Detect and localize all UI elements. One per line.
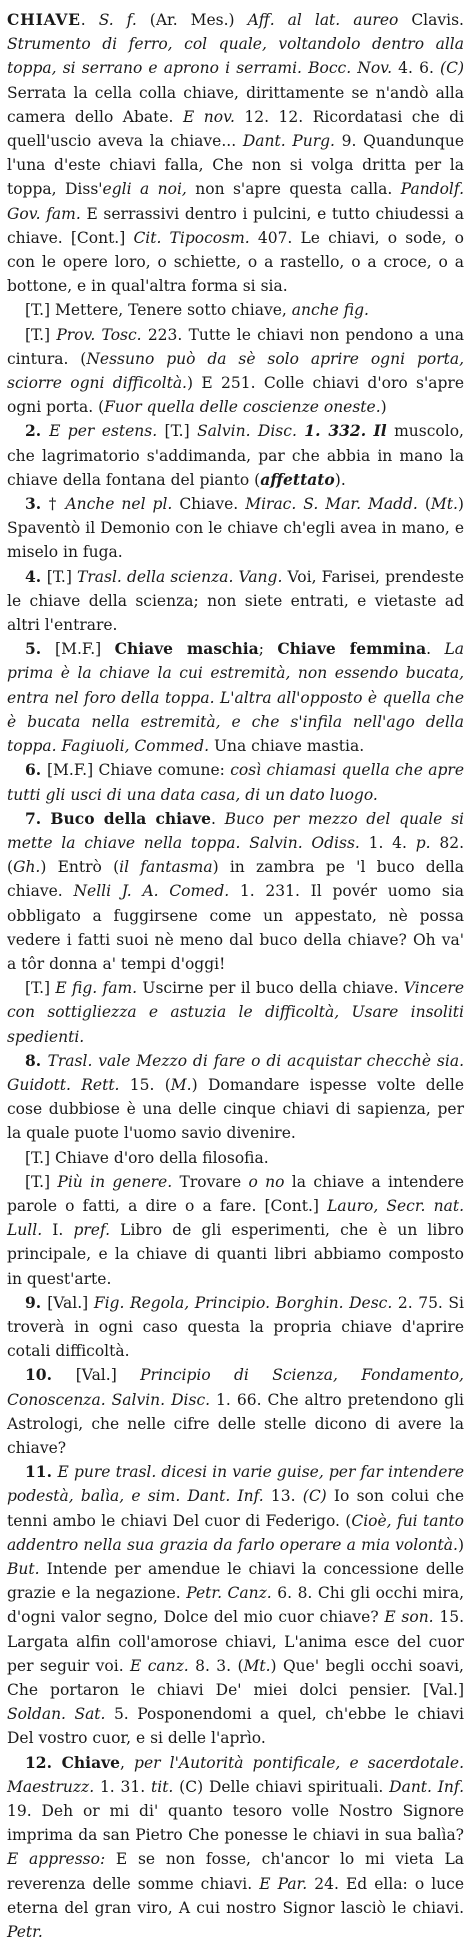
entry-text: Vang. xyxy=(238,567,283,586)
entry-text: (C) Delle chiavi spirituali. xyxy=(173,1777,390,1796)
entry-text: Fagiuoli, Commed. xyxy=(61,737,210,756)
entry-text: Mt. xyxy=(243,1656,271,1675)
entry-text: ; xyxy=(258,640,278,659)
entry-text: But. xyxy=(7,1560,40,1578)
entry-paragraph-p0 xyxy=(7,8,464,298)
entry-paragraph-p15 xyxy=(7,1460,464,1750)
sense-number: 3. xyxy=(25,494,49,514)
entry-text: ) Domandare ispesse volte delle cose dubbiose è una delle cinque chiavi di sapienza, per la quale puote l'uomo savio divenire. xyxy=(7,1075,464,1143)
entry-text: (C) xyxy=(440,59,465,78)
entry-text: 1. 231. Il povér uomo sia obbligato a fuggirsene come un appestato, nè possa vedere i fatti suoi nè meno dal buco della chiave? Oh va' a tôr donna a' tempi d'oggi! xyxy=(7,882,464,973)
entry-paragraph-p10 xyxy=(7,1049,464,1146)
entry-text: ) Que' begli occhi soavi, Che portaron le chiavi De' miei dolci pensier. [Val.] xyxy=(7,1656,464,1700)
entry-text: E pure trasl. dicesi in varie guise, per far intendere podestà, balìa, e sim. xyxy=(7,1463,464,1506)
entry-text: [T.] xyxy=(46,567,77,586)
entry-text: Fuor quella delle coscienze oneste. xyxy=(104,398,381,417)
entry-text: S. f. xyxy=(98,11,137,29)
entry-paragraph-p6 xyxy=(7,637,464,758)
entry-paragraph-p14 xyxy=(7,1363,464,1460)
entry-text: Gh. xyxy=(13,858,41,877)
sense-number: 9. xyxy=(25,1292,48,1312)
entry-text: M. xyxy=(170,1075,192,1094)
entry-text: aureo xyxy=(353,11,399,29)
entry-text: Dant. Purg. xyxy=(242,132,335,151)
entry-text: (Ar. Mes.) xyxy=(136,11,248,29)
entry-text: affettato xyxy=(260,469,335,489)
entry-text: E nov. xyxy=(182,107,235,126)
entry-text: E serrassivi dentro i pulcini, e tutto chiudessi a chiave. [Cont.] xyxy=(7,204,465,247)
headword: CHIAVE xyxy=(7,10,81,29)
entry-text: Io son colui che tenni ambo le chiavi Del cuor di Federigo. ( xyxy=(7,1487,465,1530)
entry-text: muscolo, che lagrimatorio s'addimanda, par che abbia in mano la chiave della fontana del pianto ( xyxy=(7,422,464,489)
entry-text: Trovare xyxy=(172,1172,249,1191)
entry-text: Mirac. S. Mar. Madd. xyxy=(245,495,418,514)
entry-text: Cioè, fui tanto addentro nella sua grazia da farlo operare a mia volontà. xyxy=(7,1511,464,1554)
entry-paragraph-p16 xyxy=(7,1751,464,1944)
entry-text: Libro de gli esperimenti, che è un libro principale, e la chiave di quanti libri abbiamo composto in quest'arte. xyxy=(7,1221,465,1288)
entry-text: 9. Quandunque l'una d'este chiavi falla, Che non si volga dritta per la toppa, Diss' xyxy=(7,132,464,199)
entry-text: 15. ( xyxy=(119,1075,171,1094)
entry-text: E son. xyxy=(384,1608,434,1627)
sense-number: 6. xyxy=(25,760,47,780)
entry-text: [M.F.] Chiave comune: xyxy=(47,761,231,780)
entry-text: 5. Posponendomi a quel, ch'ebbe le chiavi Del vostro cuor, e si delle l'aprìo. xyxy=(7,1705,464,1748)
entry-text: 6. 8. Chi gli occhi mira, d'ogni valor segno, Dolce del mio cuor chiave? xyxy=(7,1584,464,1627)
entry-text: Vincere con sottigliezza e astuzia le difficoltà, Usare insoliti spedienti. xyxy=(7,979,465,1046)
entry-text: [T.] xyxy=(157,422,198,441)
entry-text: Dant. Inf. xyxy=(187,1487,264,1506)
entry-text: 12. 12. Ricordatasi che di quell'uscio aveva la chiave... xyxy=(7,107,464,151)
entry-text: Pandolf. Gov. fam. xyxy=(7,180,464,223)
entry-text: ( xyxy=(417,495,431,514)
entry-text: ) xyxy=(380,398,387,417)
entry-paragraph-p13 xyxy=(7,1291,464,1364)
entry-text: egli a noi, xyxy=(102,180,187,199)
entry-text xyxy=(366,422,373,440)
entry-text: Serrata la cella colla chiave, dirittamente se n'andò alla camera dello Abate. xyxy=(7,83,464,126)
entry-text: Chiave femmina xyxy=(277,639,427,659)
entry-text: Anche nel pl. xyxy=(65,495,173,514)
entry-text: Principio di Scienza, Fondamento, Conoscenza. xyxy=(7,1366,464,1409)
entry-text: 1. 332. xyxy=(304,421,367,441)
entry-text: 223. Tutte le chiavi non pendono a una cintura. ( xyxy=(7,325,464,368)
entry-paragraph-p8 xyxy=(7,807,464,976)
entry-text: Maestruzz. xyxy=(7,1777,95,1796)
entry-text: La prima è la chiave la cui estremità, non essendo bucata, entra nel foro della toppa. L'altra all'opposto è quella che è bucata nella estremità, e che s'infila nell'ago della toppa. xyxy=(7,640,464,756)
entry-text: Trasl. vale Mezzo di fare o di acquistar checchè sia. xyxy=(47,1051,465,1070)
entry-text: Salvin. Disc. xyxy=(197,422,297,441)
entry-text: Uscirne per il buco della chiave. xyxy=(137,979,404,998)
entry-text: Buco della chiave xyxy=(50,808,211,828)
entry-text: 4. 6. xyxy=(392,59,441,78)
entry-text: Trasl. della scienza. xyxy=(77,567,234,586)
entry-text: ). xyxy=(334,470,346,489)
entry-text: Soldan. Sat. xyxy=(7,1705,106,1724)
entry-text xyxy=(340,11,353,29)
entry-text: Salvin. Odiss. xyxy=(249,833,360,852)
entry-text: 19. Deh or mi di' quanto tesoro volle Nostro Signore imprima da san Pietro Che ponesse le chiavi in sua balìa? xyxy=(7,1802,464,1845)
entry-text: p. xyxy=(415,833,431,852)
sense-number: 10. xyxy=(25,1365,76,1385)
entry-paragraph-p2 xyxy=(7,323,464,420)
entry-text: Borghin. Desc. xyxy=(275,1293,393,1312)
entry-text: ) Entrò ( xyxy=(40,858,120,877)
entry-text: 1. 66. Che altro pretendono gli Astrologi, che nelle cifre delle stelle dicono di avere la chiave? xyxy=(7,1390,464,1457)
entry-text: . xyxy=(210,809,225,828)
entry-text: il fantasma xyxy=(119,858,213,877)
entry-paragraph-p11 xyxy=(7,1146,464,1170)
entry-paragraph-p5 xyxy=(7,565,464,638)
entry-text: [Val.] xyxy=(47,1293,94,1312)
entry-text: I. xyxy=(42,1221,74,1240)
sense-number: 4. xyxy=(25,566,47,586)
entry-text: Una chiave mastia. xyxy=(209,737,365,756)
entry-text xyxy=(240,834,249,852)
entry-text: 15. Largata alfin coll'amorose chiavi, L'anima esce del cuor per seguir voi. xyxy=(7,1608,464,1675)
entry-text: Voi, Farisei, prendeste le chiave della scienza; non siete entrati, e vietaste ad altri l'entrare. xyxy=(7,567,465,635)
entry-text: Chiave xyxy=(61,1752,120,1772)
entry-text: Buco per mezzo del quale si mette la chiave nella toppa. xyxy=(7,809,465,852)
entry-text: Clavis. xyxy=(398,11,464,29)
entry-text: . xyxy=(80,11,99,29)
entry-text: Più in genere. xyxy=(57,1172,173,1191)
entry-text: Strumento di ferro, col quale, voltandolo dentro alla toppa, si serrano e aprono i serrami. xyxy=(7,35,464,78)
entry-text: ) xyxy=(457,1535,464,1554)
entry-text: [T.] xyxy=(25,979,56,998)
dictionary-entry-chiave xyxy=(7,8,464,1944)
entry-text: [M.F.] xyxy=(55,640,115,659)
sense-number: 5. xyxy=(25,639,56,659)
entry-text: , xyxy=(119,1753,135,1772)
entry-text: [T.] Mettere, Tenere sotto chiave, xyxy=(25,301,292,320)
entry-text: [T.] xyxy=(25,325,57,344)
entry-text: Nelli J. A. Comed. xyxy=(73,882,230,901)
entry-paragraph-p3 xyxy=(7,419,464,492)
entry-text: Mt. xyxy=(430,495,458,514)
entry-text: E fig. fam. xyxy=(55,979,138,998)
entry-text: così chiamasi quella che apre tutti gli usci di una data casa, di un dato luogo. xyxy=(7,761,465,804)
entry-text: E canz. xyxy=(130,1656,189,1675)
entry-text: . xyxy=(426,640,445,659)
entry-text: E per estens. xyxy=(49,422,158,441)
entry-text: la chiave a intendere parole o fatti, a dire o a fare. [Cont.] xyxy=(7,1172,465,1215)
entry-text: Chiave maschia xyxy=(114,639,259,659)
entry-text: Il xyxy=(373,421,387,441)
sense-number: 8. xyxy=(25,1050,48,1070)
entry-text: non s'apre questa calla. xyxy=(186,180,401,199)
entry-text: o no xyxy=(248,1172,285,1191)
entry-text: Cit. Tipocosm. xyxy=(133,228,250,247)
sense-number: 12. xyxy=(25,1752,62,1772)
entry-text: Dant. Inf. xyxy=(389,1777,464,1796)
entry-text: 1. 31. xyxy=(94,1777,152,1796)
entry-text: (C) xyxy=(302,1487,327,1506)
entry-text: Prov. Tosc. xyxy=(56,325,142,344)
entry-text: 24. Ed ella: o luce eterna del gran viro, A cui nostro Signor lasciò le chiavi. xyxy=(7,1874,465,1917)
entry-text: Bocc. Nov. xyxy=(308,59,393,78)
entry-text: Chiave. xyxy=(172,495,246,514)
entry-text: Petr. xyxy=(7,1923,43,1942)
entry-text: Salvin. Disc. xyxy=(111,1390,211,1409)
entry-text: E se non fosse, ch'ancor lo mi vieta La reverenza delle somme chiavi. xyxy=(7,1850,464,1893)
entry-text: Petr. Canz. xyxy=(186,1584,272,1603)
entry-text: pref. xyxy=(73,1221,111,1240)
entry-paragraph-p12 xyxy=(7,1170,464,1291)
entry-text: ) Spaventò il Demonio con le chiave ch'egli avea in mano, e miselo in fuga. xyxy=(7,495,464,562)
entry-text: Nessuno può da sè solo aprire ogni porta, sciorre ogni difficoltà. xyxy=(7,349,464,393)
entry-text: Fig. Regola, Principio. xyxy=(93,1293,271,1312)
entry-paragraph-p4 xyxy=(7,492,464,565)
entry-text: [T.] xyxy=(25,1172,58,1191)
entry-text: 407. Le chiavi, o sode, o con le opere loro, o schiette, o a rastello, o a croce, o a bottone, e in qual'altra forma si sia. xyxy=(7,228,465,296)
entry-text: [Val.] xyxy=(75,1366,141,1385)
entry-text: 8. 3. ( xyxy=(188,1656,244,1675)
entry-text: E appresso: xyxy=(7,1850,106,1869)
entry-paragraph-p9 xyxy=(7,976,464,1049)
entry-text: tit. xyxy=(151,1777,174,1796)
entry-text: Lauro, Secr. nat. Lull. xyxy=(7,1196,464,1240)
entry-text: 2. 75. Si troverà in ogni caso questa la propria chiave d'aprire cotali difficoltà. xyxy=(7,1293,465,1361)
sense-number: 7. xyxy=(25,808,51,828)
entry-text: ) in zambra pe 'l buco della chiave. xyxy=(7,858,464,901)
entry-paragraph-p7 xyxy=(7,758,464,806)
entry-text: E Par. xyxy=(259,1874,308,1893)
entry-text: 13. xyxy=(263,1487,303,1506)
entry-text: [T.] Chiave d'oro della filosofia. xyxy=(25,1148,269,1167)
entry-paragraph-p1 xyxy=(7,298,464,322)
entry-text: 82. ( xyxy=(7,833,464,877)
entry-text: Guidott. Rett. xyxy=(7,1075,120,1094)
entry-text: Aff. al lat. xyxy=(247,11,341,29)
entry-text: Intende per amendue le chiavi la concessione delle grazie e la negazione. xyxy=(7,1560,464,1603)
entry-text: ) E 251. Colle chiavi d'oro s'apre ogni porta. ( xyxy=(7,374,464,417)
sense-number: 2. xyxy=(25,421,50,441)
entry-text: anche fig. xyxy=(291,301,369,320)
entry-text: 1. 4. xyxy=(359,833,416,852)
entry-text: per l'Autorità pontificale, e sacerdotale. xyxy=(134,1753,465,1772)
entry-text: † xyxy=(48,495,66,514)
sense-number: 11. xyxy=(25,1462,58,1482)
